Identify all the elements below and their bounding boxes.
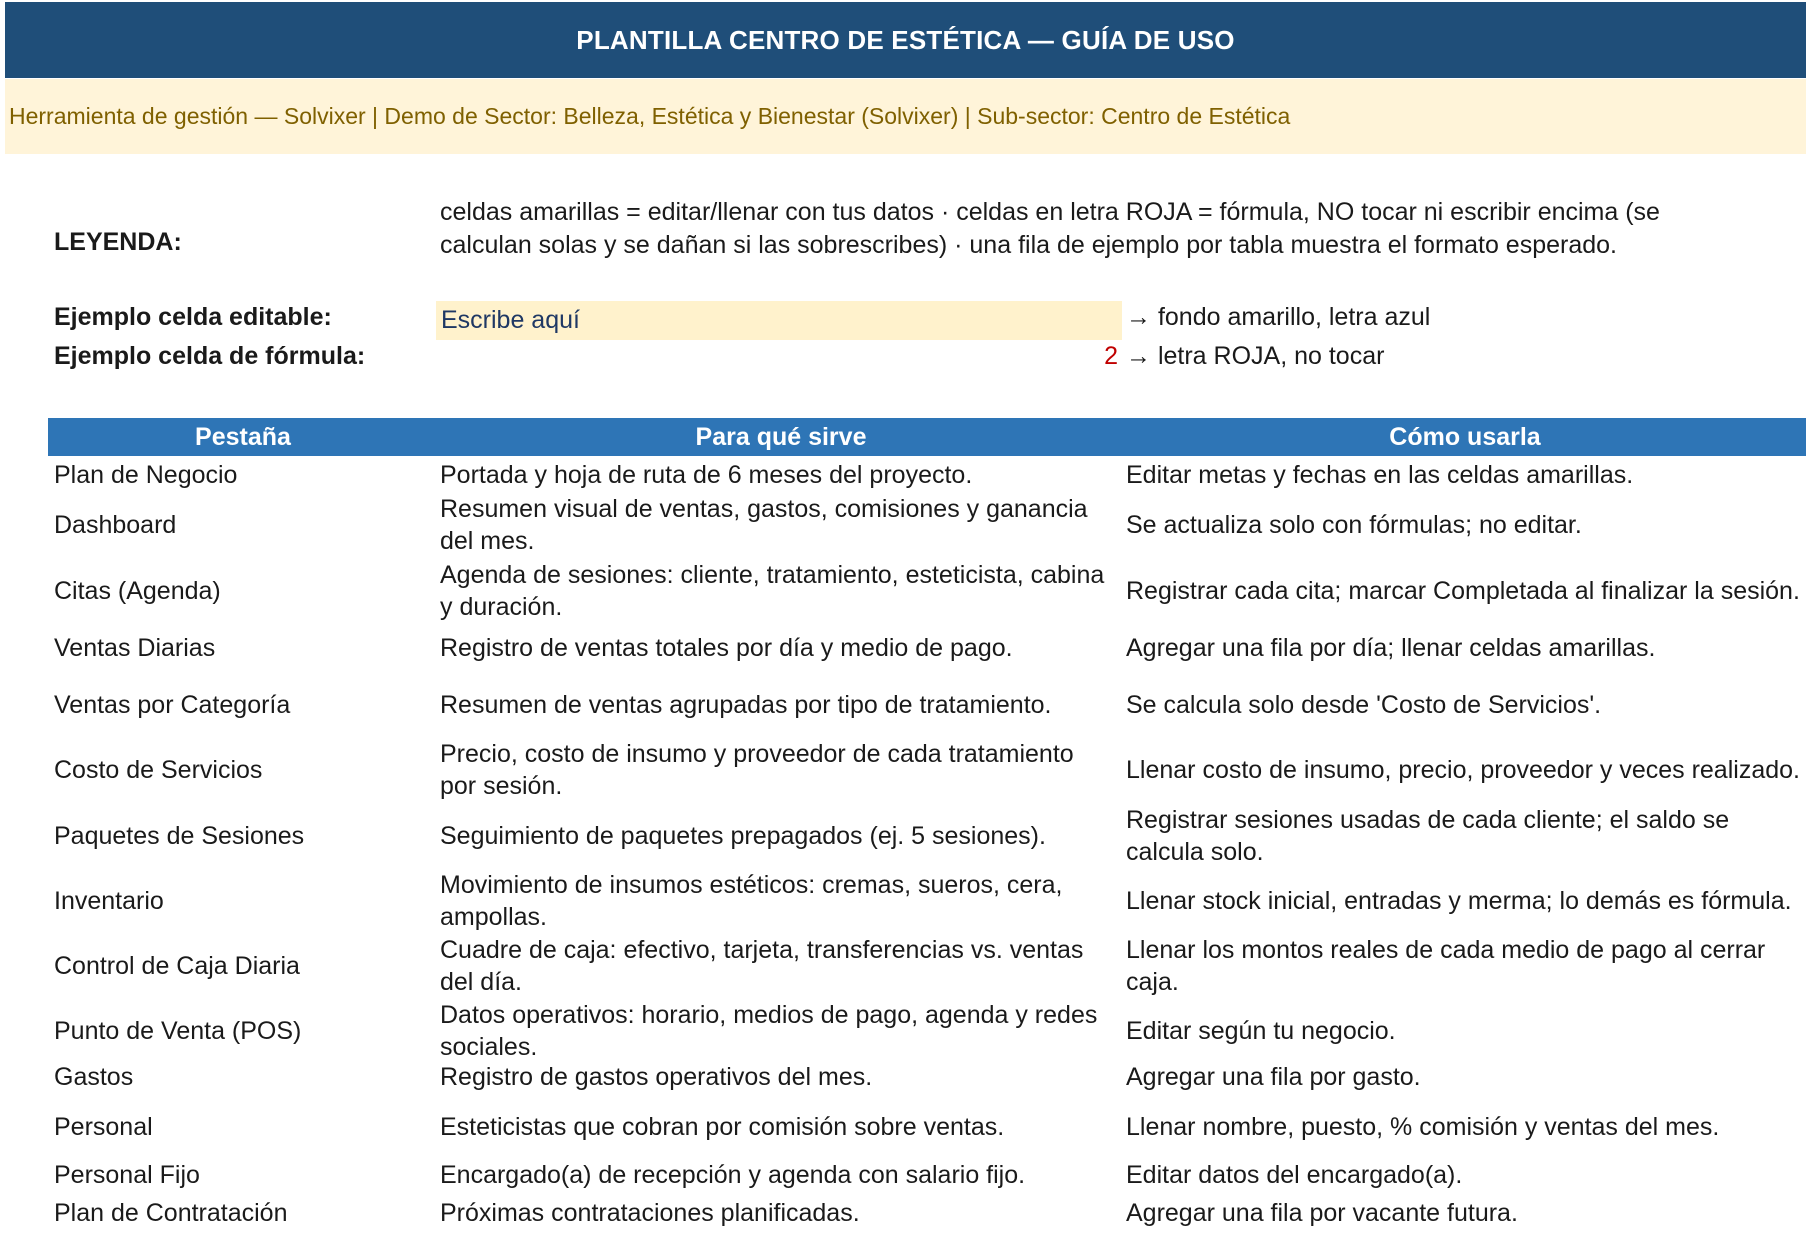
editable-example-note: → fondo amarillo, letra azul bbox=[1126, 303, 1431, 331]
row-usage: Llenar stock inicial, entradas y merma; lo demás es fórmula. bbox=[1126, 886, 1792, 915]
row-purpose: Registro de gastos operativos del mes. bbox=[440, 1063, 873, 1091]
row-purpose: Próximas contrataciones planificadas. bbox=[440, 1198, 860, 1227]
table-row bbox=[0, 672, 1812, 737]
table-row bbox=[0, 737, 1812, 803]
row-usage: Editar según tu negocio. bbox=[1126, 1017, 1396, 1045]
table-row bbox=[0, 1195, 1812, 1230]
row-usage: Registrar sesiones usadas de cada cliente; el saldo se calcula solo. bbox=[1126, 805, 1730, 866]
column-header-tab: Pestaña bbox=[195, 422, 291, 451]
row-usage: Se actualiza solo con fórmulas; no editar. bbox=[1126, 511, 1582, 539]
row-tab-name: Personal bbox=[54, 1113, 153, 1141]
formula-example-value: 2 bbox=[1104, 342, 1118, 370]
row-tab-name: Dashboard bbox=[54, 511, 177, 539]
formula-example-note: → letra ROJA, no tocar bbox=[1126, 342, 1385, 370]
row-purpose: Resumen de ventas agrupadas por tipo de tratamiento. bbox=[440, 690, 1052, 719]
row-tab-name: Plan de Negocio bbox=[54, 460, 238, 489]
row-tab-name: Citas (Agenda) bbox=[54, 577, 221, 605]
row-tab-name: Punto de Venta (POS) bbox=[54, 1017, 302, 1045]
table-row bbox=[0, 457, 1812, 492]
row-purpose: Esteticistas que cobran por comisión sobre ventas. bbox=[440, 1113, 1005, 1141]
row-usage: Llenar nombre, puesto, % comisión y ventas del mes. bbox=[1126, 1113, 1720, 1141]
row-tab-name: Gastos bbox=[54, 1063, 134, 1091]
row-tab-name: Paquetes de Sesiones bbox=[54, 821, 305, 850]
row-usage: Llenar los montos reales de cada medio de pago al cerrar caja. bbox=[1126, 935, 1766, 996]
row-usage: Editar metas y fechas en las celdas amarillas. bbox=[1126, 460, 1634, 489]
page-title: PLANTILLA CENTRO DE ESTÉTICA — GUÍA DE USO bbox=[5, 2, 1806, 78]
row-purpose: Resumen visual de ventas, gastos, comisiones y ganancia del mes. bbox=[440, 495, 1088, 555]
column-header-usage: Cómo usarla bbox=[1389, 422, 1541, 451]
editable-example-label: Ejemplo celda editable: bbox=[54, 303, 332, 331]
row-purpose: Cuadre de caja: efectivo, tarjeta, transferencias vs. ventas del día. bbox=[440, 935, 1084, 996]
row-usage: Agregar una fila por gasto. bbox=[1126, 1063, 1421, 1091]
column-header-purpose: Para qué sirve bbox=[695, 422, 867, 451]
row-tab-name: Personal Fijo bbox=[54, 1161, 200, 1189]
row-purpose: Encargado(a) de recepción y agenda con salario fijo. bbox=[440, 1161, 1026, 1189]
table-row bbox=[0, 803, 1812, 868]
table-row bbox=[0, 933, 1812, 998]
row-tab-name: Ventas Diarias bbox=[54, 634, 216, 662]
table-row bbox=[0, 868, 1812, 933]
row-usage: Registrar cada cita; marcar Completada al finalizar la sesión. bbox=[1126, 577, 1800, 605]
table-row bbox=[0, 624, 1812, 672]
row-tab-name: Inventario bbox=[54, 886, 164, 915]
row-tab-name: Plan de Contratación bbox=[54, 1198, 288, 1227]
row-usage: Llenar costo de insumo, precio, proveedor y veces realizado. bbox=[1126, 756, 1800, 784]
row-purpose: Movimiento de insumos estéticos: cremas, sueros, cera, ampollas. bbox=[440, 870, 1063, 931]
row-usage: Editar datos del encargado(a). bbox=[1126, 1161, 1463, 1189]
subtitle-banner: Herramienta de gestión — Solvixer | Demo de Sector: Belleza, Estética y Bienestar (Solvixer) | Sub-sector: Centro de Estética bbox=[5, 79, 1806, 154]
table-row bbox=[0, 1155, 1812, 1195]
legend-text: celdas amarillas = editar/llenar con tus datos · celdas en letra ROJA = fórmula, NO tocar ni escribir encima (se calculan solas y se dañan si las sobrescribes) · una fila de ejemplo por tabla muestra el formato esperado. bbox=[440, 198, 1660, 259]
table-row bbox=[0, 492, 1812, 558]
table-header bbox=[48, 418, 1806, 456]
row-tab-name: Control de Caja Diaria bbox=[54, 951, 300, 980]
table-row bbox=[0, 1102, 1812, 1152]
row-purpose: Seguimiento de paquetes prepagados (ej. 5 sesiones). bbox=[440, 821, 1046, 850]
row-purpose: Registro de ventas totales por día y medio de pago. bbox=[440, 634, 1013, 662]
table-row bbox=[0, 558, 1812, 624]
row-tab-name: Costo de Servicios bbox=[54, 756, 263, 784]
row-purpose: Agenda de sesiones: cliente, tratamiento, esteticista, cabina y duración. bbox=[440, 561, 1105, 621]
row-purpose: Precio, costo de insumo y proveedor de cada tratamiento por sesión. bbox=[440, 740, 1074, 800]
table-row bbox=[0, 1052, 1812, 1102]
editable-example-cell[interactable]: Escribe aquí bbox=[436, 301, 1122, 340]
row-usage: Se calcula solo desde 'Costo de Servicios'. bbox=[1126, 690, 1602, 719]
row-tab-name: Ventas por Categoría bbox=[54, 690, 291, 719]
legend-label: LEYENDA: bbox=[54, 228, 182, 256]
row-usage: Agregar una fila por día; llenar celdas amarillas. bbox=[1126, 634, 1656, 662]
row-purpose: Portada y hoja de ruta de 6 meses del proyecto. bbox=[440, 460, 973, 489]
formula-example-label: Ejemplo celda de fórmula: bbox=[54, 342, 366, 370]
row-purpose: Datos operativos: horario, medios de pago, agenda y redes sociales. bbox=[440, 1001, 1098, 1061]
row-usage: Agregar una fila por vacante futura. bbox=[1126, 1198, 1518, 1227]
